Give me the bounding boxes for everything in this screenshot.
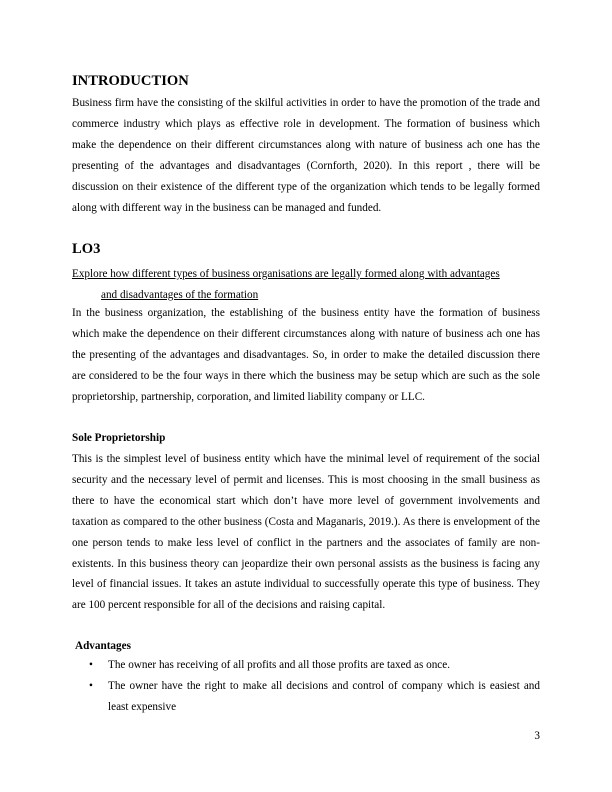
advantages-heading: Advantages <box>75 640 131 652</box>
page-number: 3 <box>534 730 540 742</box>
lo3-subtitle <box>72 264 540 306</box>
introduction-heading: INTRODUCTION <box>72 73 189 89</box>
lo3-heading: LO3 <box>72 241 101 257</box>
lo3-paragraph: In the business organization, the establishing of the business entity have the formation of business which make the dependence on their different circumstances along with nature of business ach one has the presenting of the advantages and disadvantages. So, in order to make the detailed discussion there are considered to be the four ways in there which the business may be setup which are such as the sole proprietorship, partnership, corporation, and limited liability company or LLC. <box>72 307 540 403</box>
introduction-paragraph: Business firm have the consisting of the skilful activities in order to have the promotion of the trade and commerce industry which plays as effective role in development. The formation of business which make the dependence on their different circumstances along with nature of business ach one has the presenting of the advantages and disadvantages (Cornforth, 2020). In this report , there will be discussion on their existence of the different type of the organization which tends to be legally formed along with different way in the business can be managed and funded. <box>72 97 540 214</box>
sole-proprietorship-paragraph: This is the simplest level of business entity which have the minimal level of requirement of the social security and the necessary level of permit and licenses. This is most choosing in the small business as there to have the economical start which don’t have more level of government involvements and taxation as compared to the other business (Costa and Maganaris, 2019.). As there is envelopment of the one person tends to make less level of conflict in the partners and the associates of family are non-existents. In this business theory can jeopardize their own personal assists as the business is facing any level of financial issues. It takes an astute individual to successfully operate this type of business. They are 100 percent responsible for all of the decisions and raising capital. <box>72 453 540 612</box>
sole-proprietorship-heading: Sole Proprietorship <box>72 432 166 444</box>
lo3-subtitle-line-2: and disadvantages of the formation <box>101 288 259 301</box>
lo3-subtitle-line-1: Explore how different types of business organisations are legally formed along with advantages <box>72 268 500 280</box>
list-item: • The owner has receiving of all profits and all those profits are taxed as once. <box>72 655 540 676</box>
advantages-list <box>72 655 540 718</box>
list-item: • The owner have the right to make all decisions and control of company which is easiest and least expensive <box>72 676 540 718</box>
